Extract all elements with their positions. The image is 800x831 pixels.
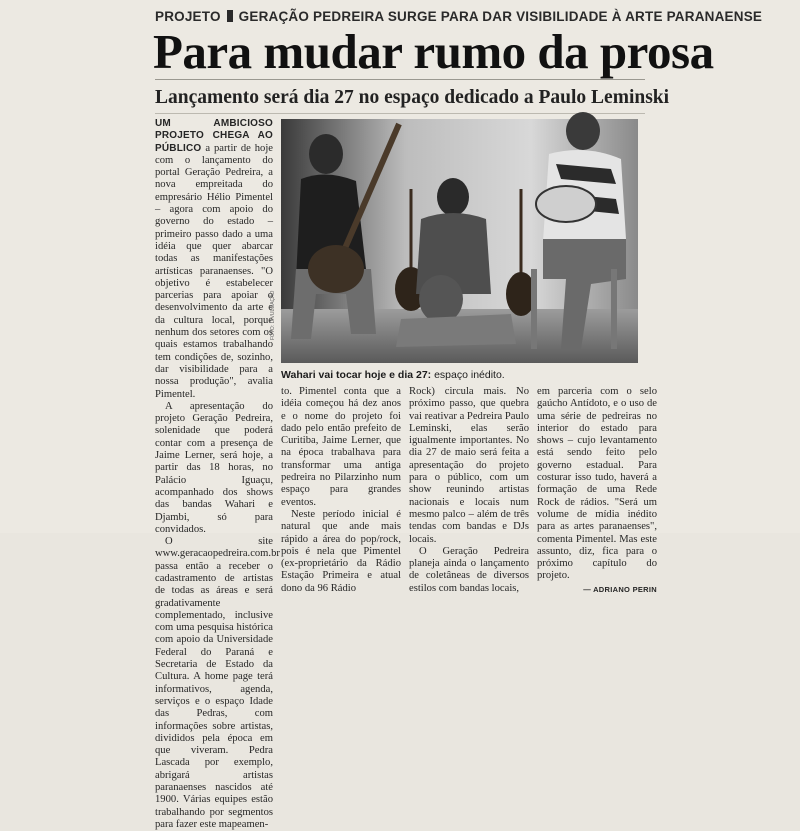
lead-in: UM AMBICIOSO PROJETO CHEGA AO PÚBLICO (155, 118, 273, 154)
article-paragraph (155, 118, 273, 401)
kicker-text: GERAÇÃO PEDREIRA SURGE PARA DAR VISIBILIDADE À ARTE PARANAENSE (238, 9, 763, 24)
article-paragraph: Rock) circula mais. No próximo passo, que quebra vai reativar a Pedreira Paulo Leminski, elas serão igualmente importantes. No dia 27 de maio será feita a apresentação do projeto para o público, com um show reunindo artistas nacionais e locais num mesmo palco – além de três tendas com bandas e DJs locais. (409, 386, 530, 545)
band-photo-image (281, 119, 638, 363)
deck-subheadline: Lançamento será dia 27 no espaço dedicado a Paulo Leminski (155, 87, 670, 108)
kicker-divider (227, 10, 233, 22)
headline: Para mudar rumo da prosa (153, 24, 714, 79)
article-paragraph: to. Pimentel conta que a idéia começou há dez anos e o nome do projeto foi dado pelo então prefeito de Curitiba, Jaime Lerner, que na época trabalhava para transformar uma antiga pedreira no Pilarzinho num espaço para grandes eventos. (281, 386, 401, 508)
kicker (155, 9, 775, 24)
article-paragraph: O Geração Pedreira planeja ainda o lançamento de coletâneas de diversos estilos com bandas locais, (409, 545, 529, 594)
article-column-3 (409, 386, 530, 594)
article-paragraph: em parceria com o selo gaúcho Antídoto, e o uso de uma série de pedreiras no interior do estado para shows – cujo levantamento está sendo feito pelo governo estadual. Para costurar isso tudo, haverá a formação de uma Rede Rock de rádios. "Será um volume de mídia inédito para as artes paranaenses", comenta Pimentel. Mas este assunto, diz, fica para o próximo capítulo do projeto. (537, 386, 657, 582)
photo-caption (281, 369, 638, 381)
headline-rule (155, 79, 645, 80)
paragraph-text: a partir de hoje com o lançamento do portal Geração Pedreira, a nova empreitada do empresário Hélio Pimentel – agora com apoio do governo do estado – primeiro passo dado a uma idéia que quer abarcar todas as manifestações artísticas paranaenses. "O objetivo é estabelecer parcerias para apoiar o desenvolvimento da arte e da cultura local, porque nenhum dos setores com os quais estamos trabalhando tem condições de, sozinho, dar visibilidade para a nossa produção", avalia Pimentel. (155, 142, 274, 400)
article-column-2 (281, 386, 401, 594)
article-column-1 (155, 118, 280, 830)
article-paragraph: A apresentação do projeto Geração Pedreira, solenidade que poderá contar com a presença de Jaime Lerner, será hoje, a partir das 18 horas, no Palácio Iguaçu, acompanhado dos shows das bandas Wahari e Djambi, só para convidados. (155, 400, 273, 535)
deck-rule (155, 113, 645, 114)
article-column-4 (537, 386, 657, 594)
caption-text: espaço inédito. (431, 369, 505, 381)
band-photo (281, 119, 638, 363)
article-paragraph: Neste período inicial é natural que ande mais rápido a área do pop/rock, pois é nela que Pimentel (ex-proprietário da Rádio Estação Primeira e atual dono da 96 Rádio (281, 508, 401, 594)
photo-credit: FOTO: DIVULGAÇÃO (270, 290, 276, 340)
caption-bold: Wahari vai tocar hoje e dia 27: (281, 369, 432, 381)
article-paragraph: O site www.geracaopedreira.com.br passa então a receber o cadastramento de artistas de todas as áreas e será gradativamente complementado, inclusive com uma pesquisa histórica com apoio da Universidade Federal do Paraná e Secretaria de Estado da Cultura. A home page terá informativos, agenda, serviços e o espaço Idade das Pedras, com informações sobre artistas, divididos pela época em que viveram. Pedra Lascada por exemplo, abrigará artistas paranaenses nascidos até 1900. Várias equipes estão trabalhando por segmentos para fazer este mapeamen- (155, 536, 280, 830)
byline: — ADRIANO PERIN (583, 584, 657, 594)
kicker-tag: PROJETO (155, 9, 221, 24)
